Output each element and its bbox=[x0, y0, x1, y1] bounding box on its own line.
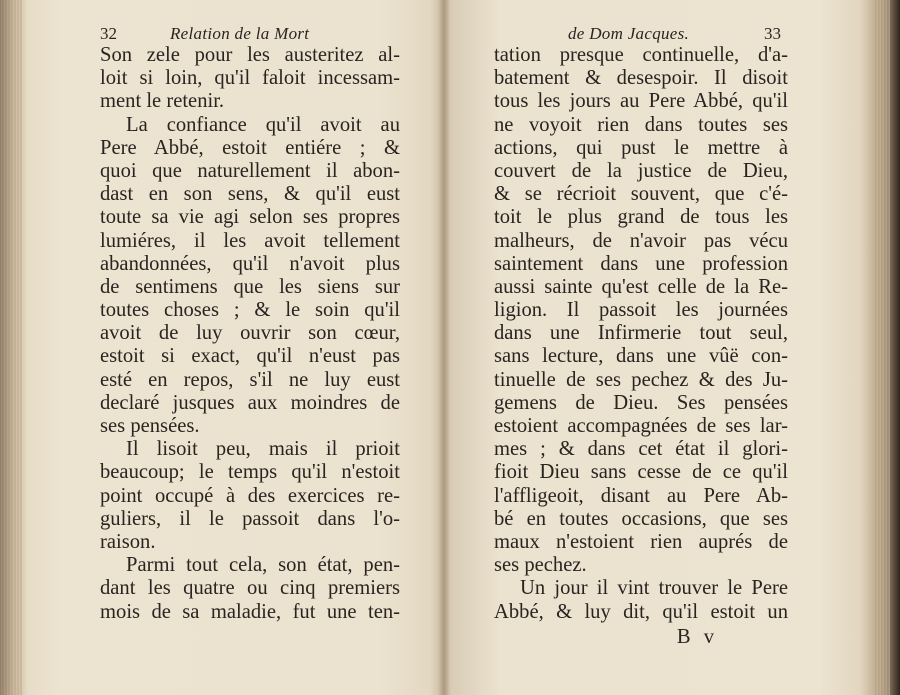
text-line: tation presque continuelle, d'a- bbox=[494, 44, 788, 66]
text-line: declaré jusques aux moindres de bbox=[100, 391, 400, 414]
text-line: estoit si exact, qu'il n'eust pas bbox=[100, 345, 400, 368]
left-page-number: 32 bbox=[100, 24, 117, 43]
text-line: quoi que naturellement il abon- bbox=[100, 159, 400, 182]
text-line: raison. bbox=[100, 530, 156, 553]
text-line: beaucoup; le temps qu'il n'estoit bbox=[100, 461, 400, 484]
text-line: dans une Infirmerie tout seul, bbox=[494, 322, 788, 345]
text-line: Abbé, & luy dit, qu'il estoit un bbox=[494, 600, 788, 623]
text-line: Parmi tout cela, son état, pen- bbox=[126, 554, 400, 577]
right-running-head: de Dom Jacques. bbox=[568, 24, 690, 43]
left-page bbox=[100, 22, 400, 624]
text-line: lumiéres, il les avoit tellement bbox=[100, 229, 400, 252]
text-line: La confiance qu'il avoit au bbox=[126, 113, 400, 136]
text-line: toit le plus grand de tous les bbox=[494, 206, 788, 229]
text-line: ne voyoit rien dans toutes ses bbox=[494, 113, 788, 136]
text-line: dast en son sens, & qu'il eust bbox=[100, 183, 400, 206]
text-line: mes ; & dans cet état il glori- bbox=[494, 438, 788, 461]
text-line: avoit de luy ouvrir son cœur, bbox=[100, 322, 400, 345]
text-line: ses pensées. bbox=[100, 415, 200, 437]
text-line: actions, qui pust le mettre à bbox=[494, 136, 788, 159]
text-line: toute sa vie agi selon ses propres bbox=[100, 206, 400, 229]
right-page bbox=[494, 22, 788, 649]
text-line: sans lecture, dans une vûë con- bbox=[494, 345, 788, 368]
text-line: guliers, il le passoit dans l'o- bbox=[100, 507, 400, 530]
left-running-head: Relation de la Mort bbox=[170, 24, 310, 43]
text-line: point occupé à des exercices re- bbox=[100, 484, 400, 507]
text-line: dant les quatre ou cinq premiers bbox=[100, 577, 400, 600]
text-line: aussi sainte qu'est celle de la Re- bbox=[494, 275, 788, 298]
text-line: batement & desespoir. Il disoit bbox=[494, 67, 788, 90]
text-line: malheurs, de n'avoir pas vécu bbox=[494, 229, 788, 252]
text-line: mois de sa maladie, fut une ten- bbox=[100, 600, 400, 623]
text-line: couvert de la justice de Dieu, bbox=[494, 159, 788, 182]
text-line: bé en toutes occasions, que ses bbox=[494, 507, 788, 530]
left-page-header bbox=[100, 22, 400, 44]
text-line: toutes choses ; & le soin qu'il bbox=[100, 299, 400, 322]
text-line: Pere Abbé, estoit entiére ; & bbox=[100, 136, 400, 159]
text-line: gemens de Dieu. Ses pensées bbox=[494, 391, 788, 414]
text-line: de sentimens que les siens sur bbox=[100, 275, 400, 298]
text-line: fioit Dieu sans cesse de ce qu'il bbox=[494, 461, 788, 484]
text-line: & se récrioit souvent, que c'é- bbox=[494, 183, 788, 206]
text-line: abandonnées, qu'il n'avoit plus bbox=[100, 252, 400, 275]
text-line: l'affligeoit, disant au Pere Ab- bbox=[494, 484, 788, 507]
text-line: esté en repos, s'il ne luy eust bbox=[100, 368, 400, 391]
text-line: Son zele pour les austeritez al- bbox=[100, 44, 400, 66]
text-line: maux n'estoient rien auprés de bbox=[494, 530, 788, 553]
text-line: ment le retenir. bbox=[100, 90, 225, 113]
book-gutter bbox=[438, 0, 450, 695]
text-line: ses pechez. bbox=[494, 554, 587, 577]
text-line: tous les jours au Pere Abbé, qu'il bbox=[494, 90, 788, 113]
text-line: tinuelle de ses pechez & des Ju- bbox=[494, 368, 788, 391]
right-page-header bbox=[494, 22, 788, 44]
signature-mark: B v bbox=[676, 625, 718, 648]
text-line: ligion. Il passoit les journées bbox=[494, 299, 788, 322]
text-line: estoient accompagnées de ses lar- bbox=[494, 415, 788, 437]
text-line: Un jour il vint trouver le Pere bbox=[520, 577, 788, 600]
right-page-number: 33 bbox=[764, 24, 781, 43]
text-line: Il lisoit peu, mais il prioit bbox=[126, 438, 400, 461]
right-page-edges bbox=[874, 0, 890, 695]
left-page-edges bbox=[0, 0, 22, 695]
text-line: saintement dans une profession bbox=[494, 252, 788, 275]
text-line: loit si loin, qu'il faloit incessam- bbox=[100, 67, 400, 90]
